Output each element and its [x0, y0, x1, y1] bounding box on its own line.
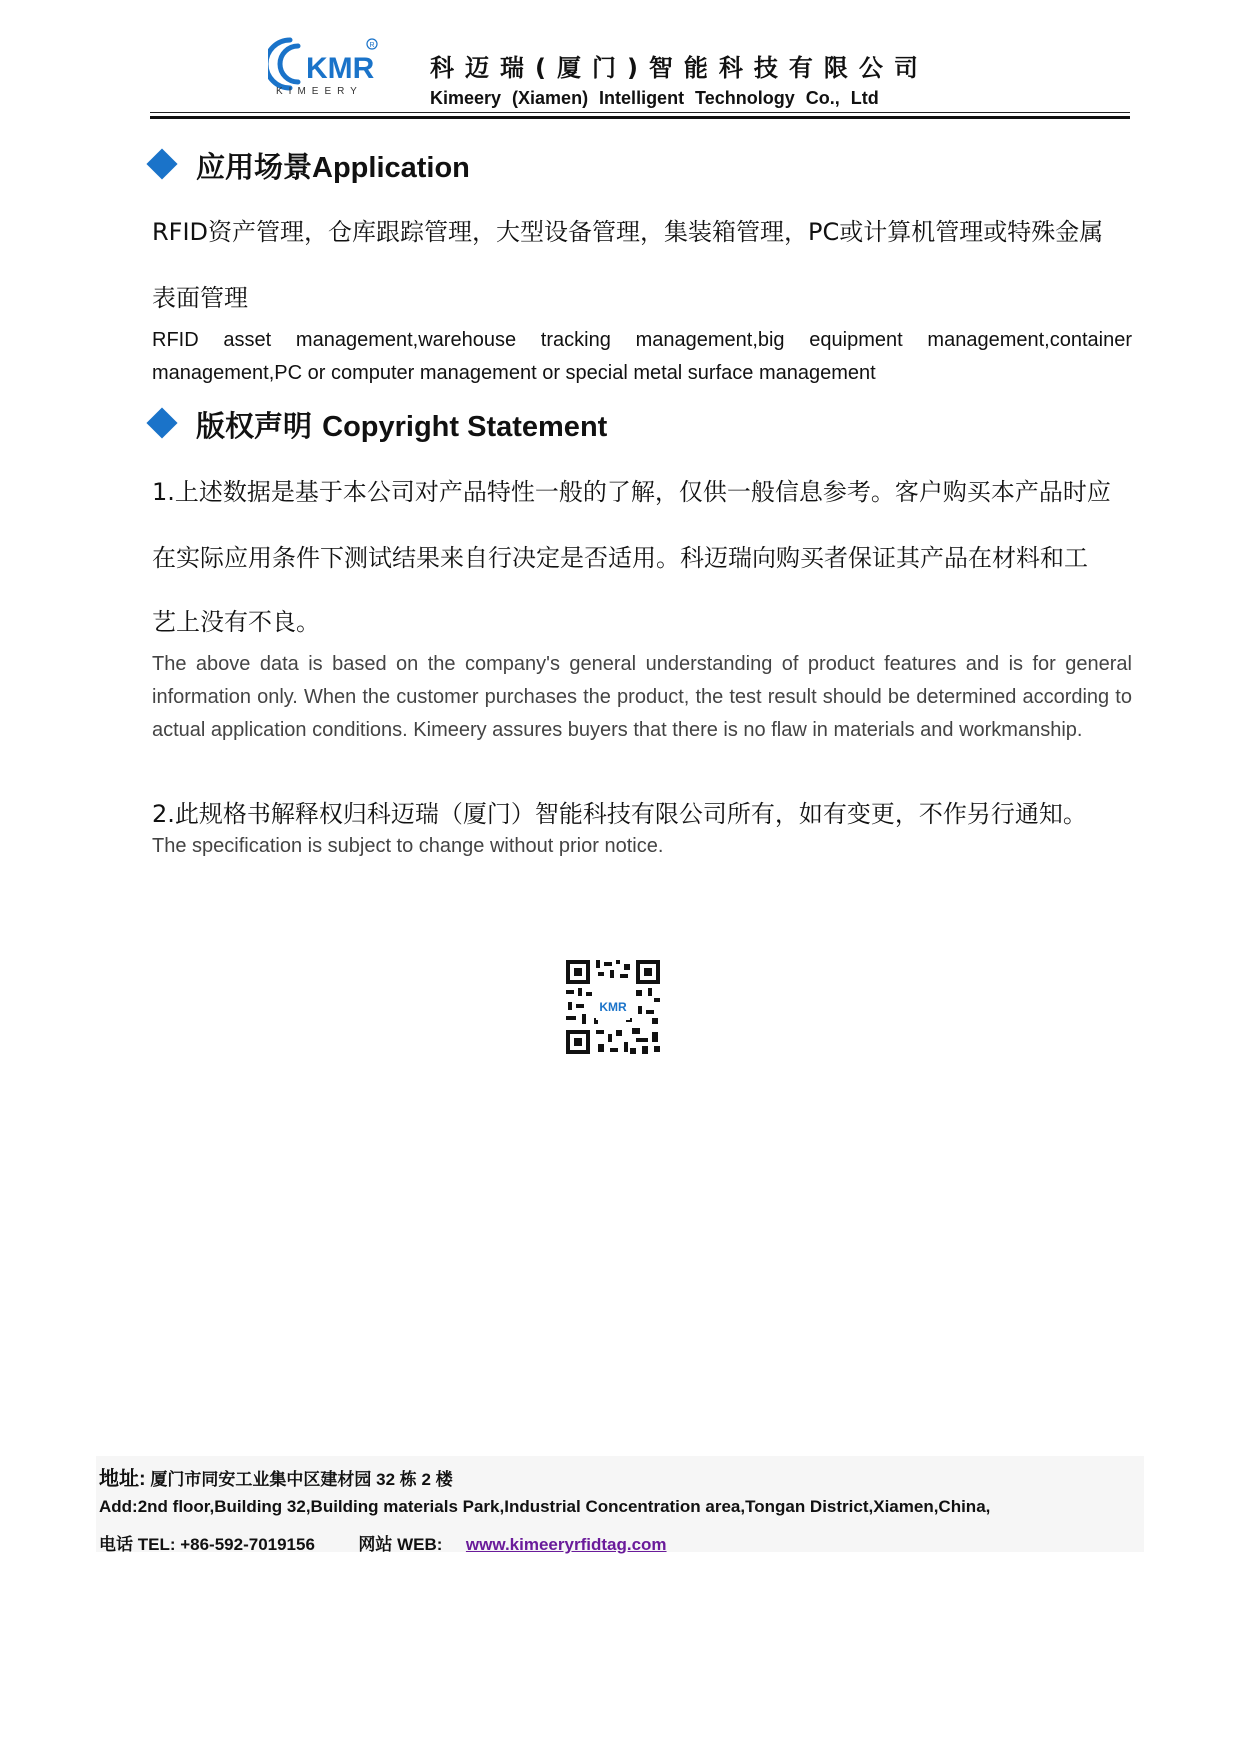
copyright-p1-cn-line3: 艺上没有不良。 — [152, 608, 320, 636]
footer-address-en: Add:2nd floor,Building 32,Building materials Park,Industrial Concentration area,Tongan District,Xiamen,China, — [99, 1497, 991, 1516]
header-rule-thin — [150, 112, 1130, 113]
copyright-heading-cn: 版权声明 — [196, 409, 313, 443]
tel-value: +86-592-7019156 — [180, 1535, 315, 1554]
address-label: 地址 — [99, 1468, 139, 1490]
svg-text:R: R — [369, 42, 375, 49]
application-heading-cn: 应用场景 — [196, 150, 313, 184]
copyright-p2-en: The specification is subject to change without prior notice. — [152, 835, 664, 857]
website-link[interactable]: www.kimeeryrfidtag.com — [465, 1535, 667, 1554]
qr-code — [564, 958, 662, 1056]
section-diamond-icon — [146, 407, 177, 438]
tel-label: 电话 TEL: — [99, 1535, 181, 1554]
footer-address-cn: 地址: 厦门市同安工业集中区建材园 32 栋 2 楼 — [99, 1468, 453, 1490]
application-cn-line1: RFID资产管理，仓库跟踪管理，大型设备管理，集装箱管理，PC或计算机管理或特殊金属 — [152, 218, 1104, 246]
footer-contact — [99, 1530, 667, 1555]
company-name-cn: 科迈瑞(厦门)智能科技有限公司 — [430, 54, 929, 82]
svg-text:KMR: KMR — [599, 1000, 627, 1014]
application-heading — [196, 145, 470, 186]
copyright-heading — [196, 404, 607, 445]
svg-text:KMR: KMR — [306, 52, 375, 85]
application-heading-en: Application — [312, 152, 470, 184]
company-name-en: Kimeery (Xiamen) Intelligent Technology Co., Ltd — [430, 88, 879, 108]
copyright-p2-cn: 2.此规格书解释权归科迈瑞（厦门）智能科技有限公司所有，如有变更，不作另行通知。 — [152, 800, 1087, 828]
application-en-text: RFID asset management,warehouse tracking management,big equipment management,container management,PC or computer management or special metal surface management — [152, 329, 1132, 384]
logo-subtitle: KIMEERY — [276, 86, 363, 97]
application-cn-line2: 表面管理 — [152, 284, 248, 312]
copyright-p1-cn-line2: 在实际应用条件下测试结果来自行决定是否适用。科迈瑞向购买者保证其产品在材料和工 — [152, 544, 1088, 572]
copyright-p1-en: The above data is based on the company's general understanding of product features and is for general information only. When the customer purchases the product, the test result should be determined according to actual application conditions. Kimeery assures buyers that there is no flaw in materials and workmanship. — [152, 653, 1132, 741]
address-cn-value: 厦门市同安工业集中区建材园 32 栋 2 楼 — [150, 1470, 453, 1489]
copyright-heading-en: Copyright Statement — [322, 411, 608, 443]
header-rule-thick — [150, 116, 1130, 119]
section-diamond-icon — [146, 148, 177, 179]
copyright-p1-cn-line1: 1.上述数据是基于本公司对产品特性一般的了解，仅供一般信息参考。客户购买本产品时应 — [152, 478, 1111, 506]
web-label: 网站 WEB: — [358, 1535, 443, 1554]
